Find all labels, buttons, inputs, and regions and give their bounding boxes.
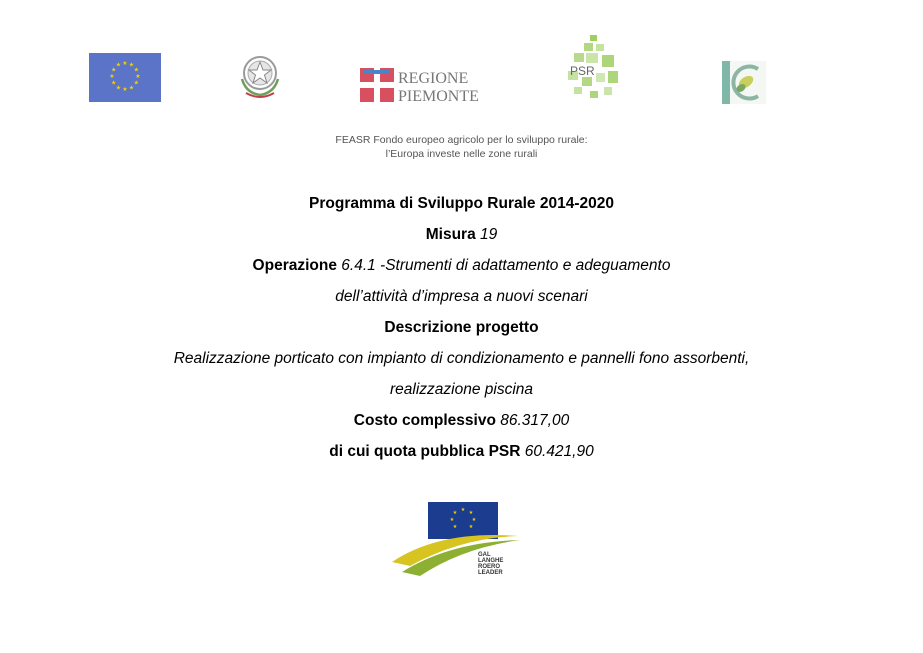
misura-line [0, 219, 923, 250]
feasr-line1: FEASR Fondo europeo agricolo per lo sviluppo rurale: [335, 134, 588, 146]
feasr-line2: l’Europa investe nelle zone rurali [385, 148, 538, 160]
misura-value: 19 [480, 226, 498, 243]
gal-line1: GAL [478, 552, 491, 558]
piemonte-line2: PIEMONTE [398, 88, 479, 105]
svg-text:★: ★ [128, 84, 135, 92]
svg-text:★: ★ [133, 66, 139, 74]
svg-text:★: ★ [449, 517, 455, 523]
operazione-value: 6.4.1 -Strumenti di adattamento e adeguamento [341, 257, 671, 274]
piemonte-line1: REGIONE [398, 70, 469, 87]
quota-value: 60.421,90 [524, 443, 594, 460]
svg-text:★: ★ [122, 60, 128, 67]
gal-line3: ROERO [478, 564, 501, 570]
svg-text:★: ★ [471, 517, 477, 523]
quota-line [0, 436, 923, 467]
project-info [0, 188, 923, 467]
svg-text:★: ★ [133, 79, 139, 87]
svg-text:★: ★ [452, 510, 458, 516]
costo-value: 86.317,00 [500, 412, 570, 429]
svg-text:★: ★ [135, 73, 141, 80]
svg-text:★: ★ [109, 73, 115, 80]
svg-text:★: ★ [468, 524, 474, 530]
svg-text:★: ★ [468, 510, 474, 516]
svg-text:★: ★ [111, 79, 117, 87]
descrizione-label: Descrizione progetto [384, 319, 539, 336]
gal-line2: LANGHE [478, 558, 504, 564]
svg-text:★: ★ [115, 61, 122, 69]
feasr-caption [0, 133, 923, 161]
costo-label: Costo complessivo [353, 412, 496, 429]
svg-text:★: ★ [122, 86, 128, 93]
svg-text:★: ★ [128, 61, 135, 69]
descrizione-line1: Realizzazione porticato con impianto di condizionamento e pannelli fono assorbenti, [173, 350, 750, 367]
svg-text:★: ★ [460, 507, 466, 513]
costo-line [0, 405, 923, 436]
gal-langhe-roero-leader-logo [390, 500, 525, 578]
program-title: Programma di Sviluppo Rurale 2014-2020 [309, 195, 614, 212]
descrizione-line2: realizzazione piscina [389, 381, 534, 398]
psr-text: PSR [570, 64, 595, 78]
operazione-label: Operazione [252, 257, 337, 274]
svg-text:★: ★ [111, 66, 117, 74]
psr-logo [560, 33, 622, 103]
quota-label: di cui quota pubblica PSR [329, 443, 521, 460]
leader-logo [722, 61, 766, 104]
italian-republic-emblem [236, 49, 284, 101]
eu-flag-logo [89, 53, 161, 102]
misura-label: Misura [425, 226, 476, 243]
regione-piemonte-logo [360, 65, 480, 105]
operazione-value-continued: dell’attività d’impresa a nuovi scenari [335, 288, 588, 305]
svg-text:★: ★ [452, 524, 458, 530]
gal-line4: LEADER [478, 570, 503, 576]
svg-text:★: ★ [115, 84, 122, 92]
operazione-line [0, 250, 923, 281]
